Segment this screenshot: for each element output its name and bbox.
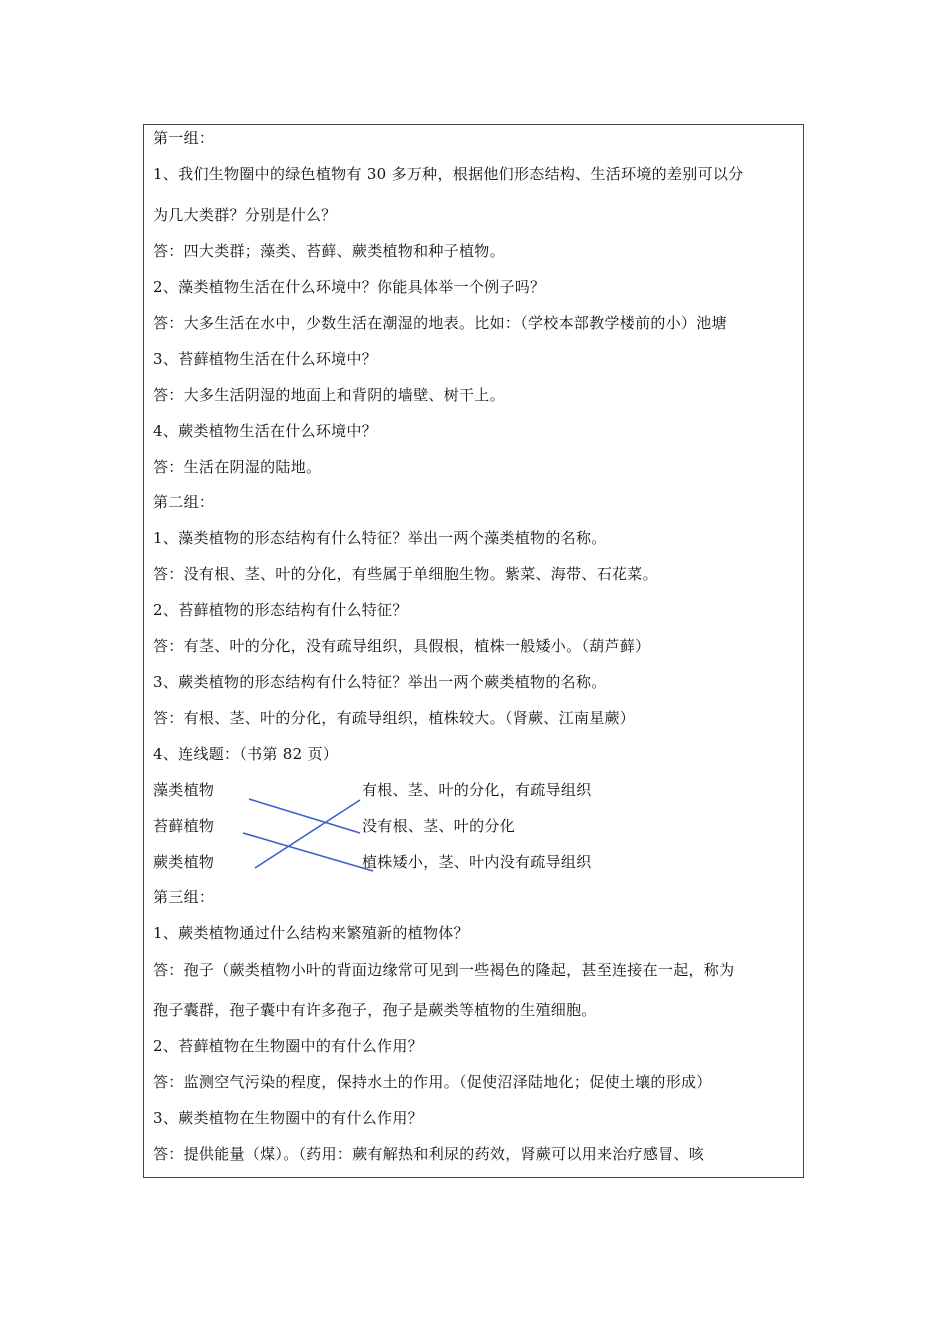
group3-heading: 第三组： — [153, 888, 215, 906]
group2-q1: 1、藻类植物的形态结构有什么特征？举出一两个藻类植物的名称。 — [153, 529, 607, 547]
group2-a3: 答：有根、茎、叶的分化，有疏导组织，植株较大。（肾蕨、江南星蕨） — [153, 709, 636, 727]
group2-q3: 3、蕨类植物的形态结构有什么特征？举出一两个蕨类植物的名称。 — [153, 673, 607, 691]
matching-right-1: 有根、茎、叶的分化，有疏导组织 — [362, 781, 592, 799]
group3-q2: 2、苔藓植物在生物圈中的有什么作用？ — [153, 1037, 423, 1055]
group1-q4: 4、蕨类植物生活在什么环境中？ — [153, 422, 378, 440]
matching-line-fern — [255, 800, 360, 868]
matching-right-3: 植株矮小，茎、叶内没有疏导组织 — [362, 853, 592, 871]
group1-q1-line2: 为几大类群？分别是什么？ — [153, 206, 337, 224]
group3-q1: 1、蕨类植物通过什么结构来繁殖新的植物体？ — [153, 924, 469, 942]
group2-q2: 2、苔藓植物的形态结构有什么特征？ — [153, 601, 408, 619]
group3-a1-line2: 孢子囊群，孢子囊中有许多孢子，孢子是蕨类等植物的生殖细胞。 — [153, 1001, 597, 1019]
group3-a3: 答：提供能量（煤）。（药用：蕨有解热和利尿的药效，肾蕨可以用来治疗感冒、咳 — [153, 1145, 705, 1163]
group1-q2: 2、藻类植物生活在什么环境中？你能具体举一个例子吗？ — [153, 278, 546, 296]
group1-a4: 答：生活在阴湿的陆地。 — [153, 458, 322, 476]
group2-heading: 第二组： — [153, 493, 215, 511]
group2-q4: 4、连线题：（书第 82 页） — [153, 745, 339, 763]
matching-line-moss — [243, 833, 373, 871]
group3-q3: 3、蕨类植物在生物圈中的有什么作用？ — [153, 1109, 423, 1127]
group3-a2: 答：监测空气污染的程度，保持水土的作用。（促使沼泽陆地化；促使土壤的形成） — [153, 1073, 712, 1091]
group2-a1: 答：没有根、茎、叶的分化，有些属于单细胞生物。紫菜、海带、石花菜。 — [153, 565, 658, 583]
group1-a3: 答：大多生活阴湿的地面上和背阴的墙壁、树干上。 — [153, 386, 505, 404]
group1-a1: 答：四大类群；藻类、苔藓、蕨类植物和种子植物。 — [153, 242, 505, 260]
group1-q1-line1: 1、我们生物圈中的绿色植物有 30 多万种，根据他们形态结构、生活环境的差别可以分 — [153, 165, 744, 183]
group3-a1-line1: 答：孢子（蕨类植物小叶的背面边缘常可见到一些褐色的隆起，甚至连接在一起，称为 — [153, 961, 735, 979]
matching-left-3: 蕨类植物 — [153, 853, 215, 871]
group1-q3: 3、苔藓植物生活在什么环境中？ — [153, 350, 378, 368]
matching-line-algae — [249, 799, 360, 833]
matching-left-2: 苔藓植物 — [153, 817, 215, 835]
group1-a2: 答：大多生活在水中，少数生活在潮湿的地表。比如：（学校本部教学楼前的小）池塘 — [153, 314, 727, 332]
group1-heading: 第一组： — [153, 129, 215, 147]
group2-a2: 答：有茎、叶的分化，没有疏导组织，具假根，植株一般矮小。（葫芦藓） — [153, 637, 651, 655]
matching-left-1: 藻类植物 — [153, 781, 215, 799]
matching-right-2: 没有根、茎、叶的分化 — [362, 817, 516, 835]
